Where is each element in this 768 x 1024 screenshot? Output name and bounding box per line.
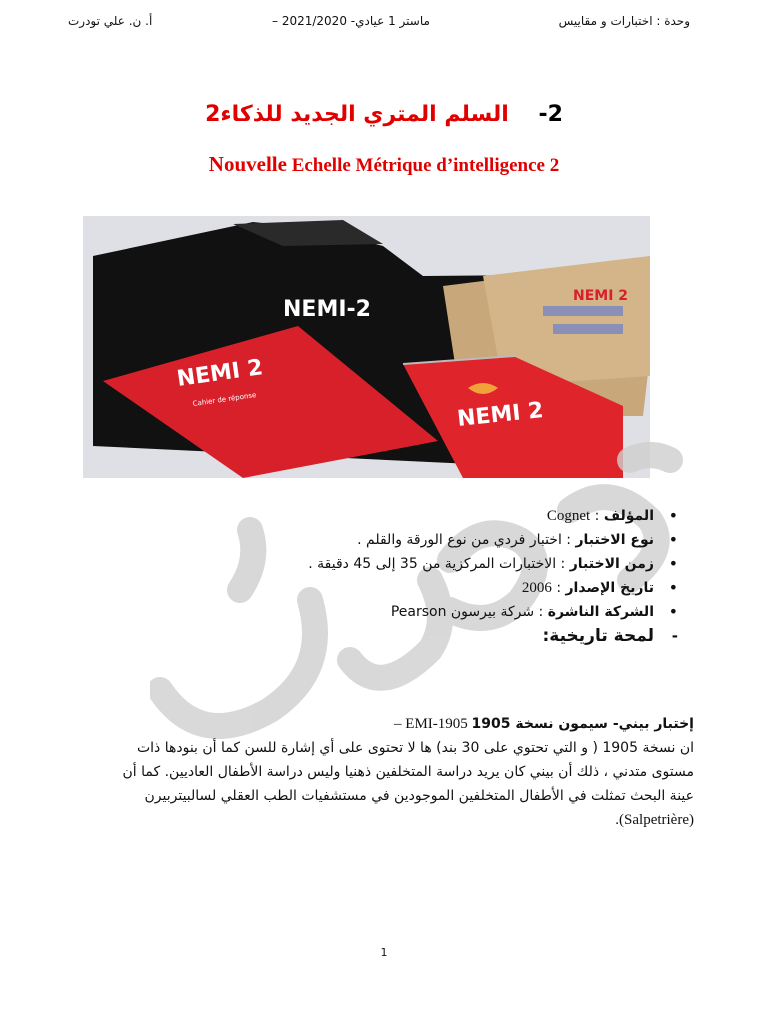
list-item	[138, 528, 678, 552]
book1-caption: Cahier de réponse	[192, 391, 257, 408]
info-sep: :	[561, 532, 576, 548]
test-info-list	[138, 504, 678, 648]
page-title-arabic	[0, 102, 768, 127]
test-kit-photo	[83, 216, 650, 478]
paragraph-line: عينة البحث تمثلت في الأطفال المتخلفين الموجودين في مستشفيات الطب العقلي لسالبيتربيرن	[144, 788, 694, 804]
page-header	[0, 14, 768, 36]
info-label: نوع الاختبار	[575, 532, 654, 548]
svg-text:NEMI 2: NEMI 2	[573, 288, 629, 304]
info-sep: :	[551, 580, 566, 596]
info-value: شركة بيرسون Pearson	[390, 604, 535, 620]
section-heading-suffix: EMI-1905 –	[394, 716, 472, 732]
title-french-rest: Echelle Métrique d’intelligence 2	[286, 155, 560, 176]
history-heading: لمحة تاريخية:	[542, 626, 654, 646]
page-number: 1	[380, 946, 388, 959]
info-sep: :	[556, 556, 570, 572]
header-module: وحدة : اختبارات و مقاييس	[558, 14, 690, 28]
info-label: المؤلف	[603, 508, 654, 524]
paragraph-line: (Salpetrière).	[615, 812, 694, 828]
section-heading	[64, 712, 694, 736]
header-course: – ماستر 1 عيادي- 2021/2020	[272, 14, 430, 28]
list-item	[138, 552, 678, 576]
title-arabic-text: السلم المتري الجديد للذكاء2	[205, 102, 509, 127]
section-number: 2-	[538, 102, 563, 127]
page-title-french	[0, 152, 768, 177]
info-value: Cognet	[546, 508, 591, 524]
bag-logo: NEMI-2	[283, 297, 371, 322]
header-author: أ. ن. علي تودرت	[68, 14, 153, 28]
list-item	[138, 600, 678, 624]
book2-logo: NEMI 2	[456, 398, 545, 432]
test-kit-illustration	[83, 216, 650, 478]
info-sep: :	[590, 508, 604, 524]
info-value: 2006	[521, 580, 552, 596]
info-label: الشركة الناشرة	[547, 604, 654, 620]
info-label: زمن الاختبار	[569, 556, 654, 572]
history-heading-item	[138, 624, 678, 648]
binet-simon-section	[64, 712, 694, 832]
info-label: تاريخ الإصدار	[565, 580, 654, 596]
info-sep: :	[534, 604, 548, 620]
title-french-first: Nouvelle	[208, 152, 287, 176]
paragraph-line: ان نسخة 1905 ( و التي تحتوي على 30 بند) ها لا تحتوى على أي إشارة للسن كما أن بنودها ذات	[136, 740, 694, 756]
list-item	[138, 504, 678, 528]
section-heading-ar: إختبار بيني- سيمون نسخة 1905	[471, 716, 694, 732]
info-value: الاختبارات المركزية من 35 إلى 45 دقيقة .	[308, 556, 557, 572]
paragraph-line: مستوى متدني ، ذلك أن بيني كان يريد دراسة المتخلفين ذهنيا وليس دراسة الأطفال العاديين. كما أن	[122, 764, 694, 780]
info-value: اختبار فردي من نوع الورقة والقلم .	[357, 532, 562, 548]
list-item	[138, 576, 678, 600]
book1-logo: NEMI 2	[175, 355, 265, 392]
